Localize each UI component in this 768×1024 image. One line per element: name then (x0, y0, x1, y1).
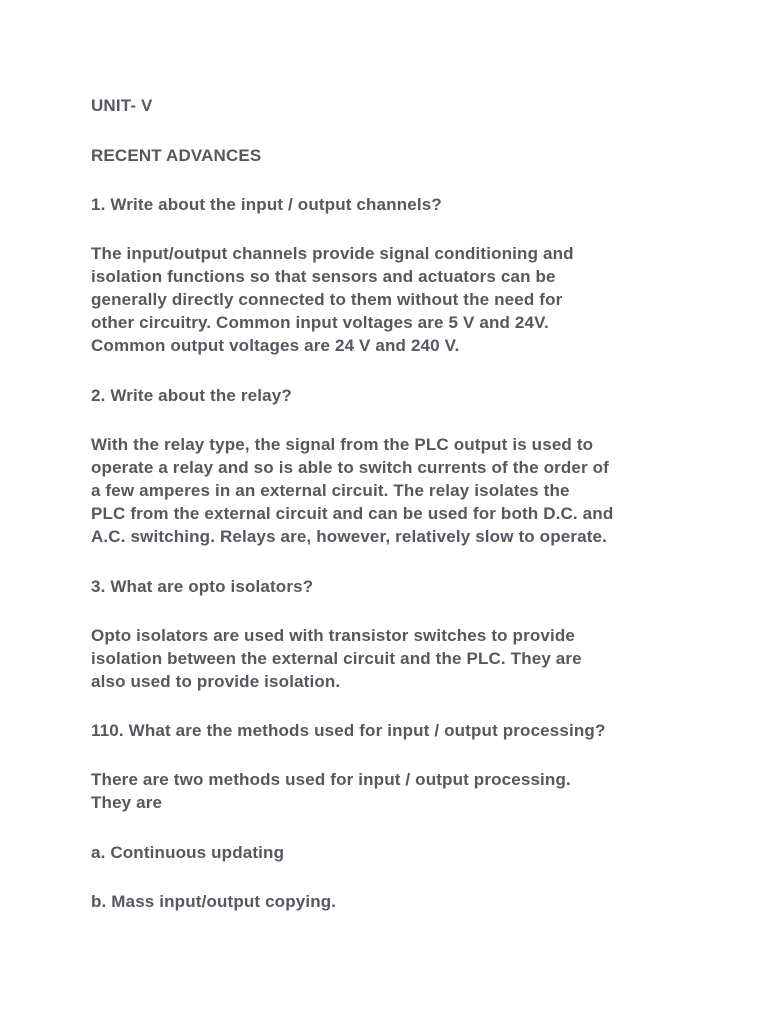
answer-line: operate a relay and so is able to switch currents of the order of (91, 458, 609, 477)
answer-line: other circuitry. Common input voltages are 5 V and 24V. (91, 313, 549, 332)
answer-line: With the relay type, the signal from the PLC output is used to (91, 435, 594, 454)
section-title: RECENT ADVANCES (91, 146, 262, 165)
answer-line: Opto isolators are used with transistor switches to provide (91, 626, 576, 645)
answer-line: generally directly connected to them without the need for (91, 290, 563, 309)
answer-line: There are two methods used for input / output processing. (91, 770, 571, 789)
answer-line: also used to provide isolation. (91, 672, 341, 691)
method-b: b. Mass input/output copying. (91, 892, 337, 911)
question-1: 1. Write about the input / output channels? (91, 195, 442, 214)
answer-line: a few amperes in an external circuit. The relay isolates the (91, 481, 570, 500)
answer-line: A.C. switching. Relays are, however, relatively slow to operate. (91, 527, 608, 546)
answer-line: Common output voltages are 24 V and 240 V. (91, 336, 460, 355)
question-110: 110. What are the methods used for input / output processing? (91, 721, 606, 740)
answer-line: The input/output channels provide signal conditioning and (91, 244, 574, 263)
question-2: 2. Write about the relay? (91, 386, 292, 405)
answer-line: PLC from the external circuit and can be used for both D.C. and (91, 504, 614, 523)
answer-line: isolation functions so that sensors and actuators can be (91, 267, 556, 286)
answer-line: They are (91, 793, 163, 812)
answer-line: isolation between the external circuit and the PLC. They are (91, 649, 582, 668)
unit-heading: UNIT- V (91, 96, 153, 115)
question-3: 3. What are opto isolators? (91, 577, 314, 596)
method-a: a. Continuous updating (91, 843, 285, 862)
